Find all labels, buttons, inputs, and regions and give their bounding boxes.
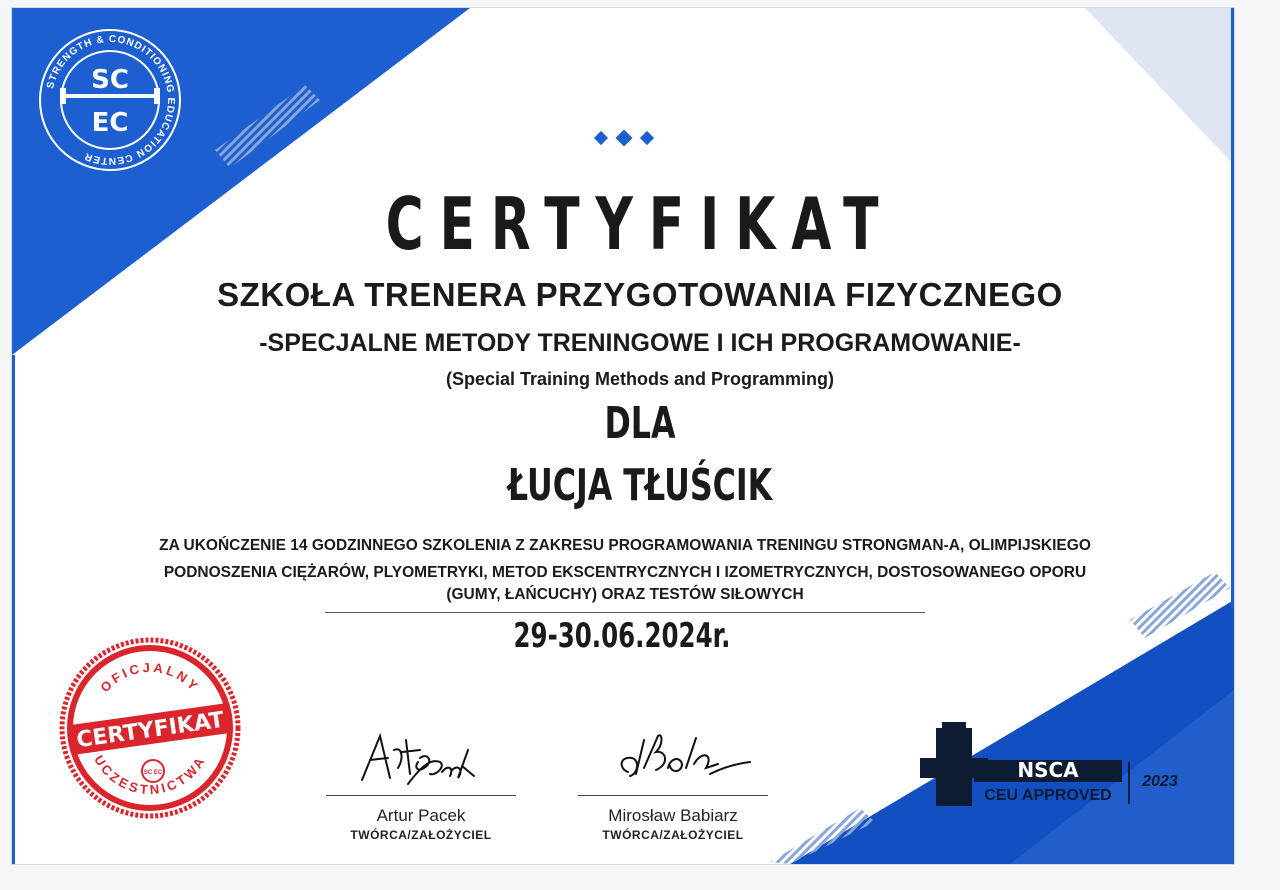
date-divider [325,612,925,613]
certificate-title: CERTYFIKAT [385,182,895,266]
stamp-top-text: OFICJALNY [97,659,203,696]
signer-role-2: TWÓRCA/ZAŁOŻYCIEL [602,828,744,842]
stamp-center-text: CERTYFIKAT [75,707,226,754]
official-stamp [58,636,242,820]
top-right-light-band [1085,8,1234,165]
course-date: 29-30.06.2024r. [513,616,731,656]
recipient-name: ŁUCJA TŁUŚCIK [507,460,773,511]
stamp-bottom-text: UCZESTNICTWA [91,752,209,798]
course-english-name: (Special Training Methods and Programming) [445,369,835,389]
course-name: -SPECJALNE METODY TRENINGOWE I ICH PROGRAMOWANIE- [259,329,1021,357]
description-line-1: ZA UKOŃCZENIE 14 GODZINNEGO SZKOLENIA Z ZAKRESU PROGRAMOWANIA TRENINGU STRONGMAN-A, OLIMPIJSKIEGO [159,537,1091,554]
nsca-year: 2023 [1142,773,1178,790]
logo-ring-text: STRENGTH & CONDITIONING EDUCATION CENTER [45,33,177,167]
left-blue-edge [12,355,15,864]
logo-top-letters: SC [91,65,129,95]
stamp-badge: SC EC [143,770,163,776]
signer-name-2: Mirosław Babiarz [608,806,738,825]
nsca-brand: NSCA [1017,758,1079,782]
description-line-3: (GUMY, ŁAŃCUCHY) ORAZ TESTÓW SIŁOWYCH [446,586,804,603]
for-label: DLA [604,398,676,449]
diamond-ornament [594,130,654,147]
signature-artur-pacek [350,728,480,794]
signature-line-2 [578,795,768,796]
svg-text:OFICJALNY [97,660,202,695]
nsca-label: CEU APPROVED [984,787,1112,804]
nsca-badge [918,722,1194,812]
signer-name-1: Artur Pacek [376,806,466,825]
school-name: SZKOŁA TRENERA PRZYGOTOWANIA FIZYCZNEGO [217,276,1063,313]
scec-logo [36,26,184,174]
description-line-2: PODNOSZENIA CIĘŻARÓW, PLYOMETRYKI, METOD EKSCENTRYCZNYCH I IZOMETRYCZNYCH, DOSTOSOWANEGO OPORU [163,564,1087,581]
logo-bottom-letters: EC [91,108,129,138]
signer-role-1: TWÓRCA/ZAŁOŻYCIEL [350,828,492,842]
signature-miroslaw-babiarz [610,728,760,794]
signature-line-1 [326,795,516,796]
